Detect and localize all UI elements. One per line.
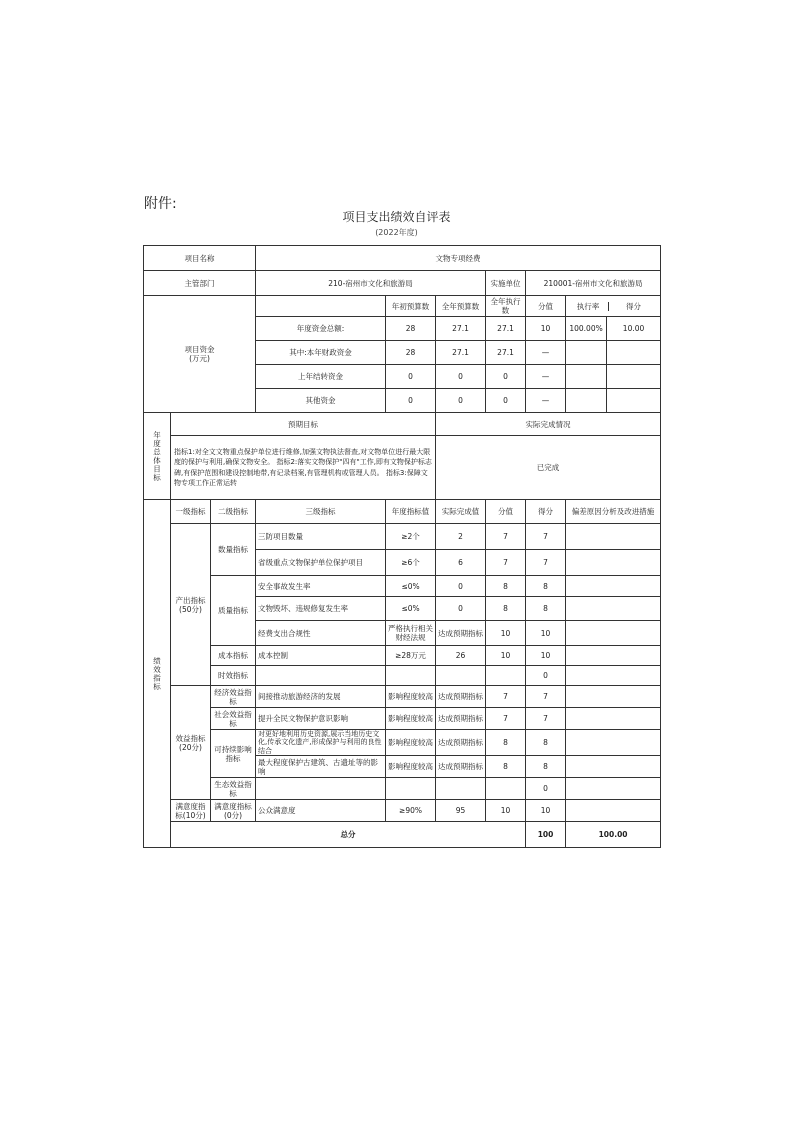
score-value-cell: 10 [486,646,526,666]
funds-cell: — [526,365,566,389]
actual-cell [436,666,486,686]
reason-cell [566,778,661,800]
l2-quality: 质量指标 [211,576,256,646]
reason-cell [566,524,661,550]
funds-row-label: 年度资金总额: [256,317,386,341]
funds-row-label: 其他资金 [256,389,386,413]
actual-cell [436,778,486,800]
l1-satisfaction: 满意度指标(10分) [171,800,211,822]
funds-cell: 0 [436,365,486,389]
score-value-cell: 8 [486,730,526,756]
target-cell: ≤0% [386,597,436,621]
score-cell: 7 [526,550,566,576]
l3-cell [256,666,386,686]
funds-header: 全年预算数 [436,296,486,317]
funds-header-rate: 执行率 [568,302,609,311]
l2-cost: 成本指标 [211,646,256,666]
target-cell [386,778,436,800]
l3-cell: 对更好地利用历史资源,展示当地历史文化,传承文化遗产,形成保护与利用的良性结合 [256,730,386,756]
funds-header-blank [256,296,386,317]
perf-header: 分值 [486,500,526,524]
actual-cell: 达成预期指标 [436,730,486,756]
target-cell: ≥2个 [386,524,436,550]
perf-header: 三级指标 [256,500,386,524]
l3-cell: 文物毁坏、违规修复发生率 [256,597,386,621]
score-cell: 8 [526,756,566,778]
impl-value: 210001-宿州市文化和旅游局 [526,271,661,296]
funds-header: 年初预算数 [386,296,436,317]
score-value-cell: 10 [486,621,526,646]
reason-cell [566,621,661,646]
actual-cell: 达成预期指标 [436,686,486,708]
attachment-label: 附件: [144,196,177,212]
funds-header: 全年执行数 [486,296,526,317]
l2-economic: 经济效益指标 [211,686,256,708]
goals-actual-text: 已完成 [436,436,661,500]
funds-cell: 27.1 [436,317,486,341]
score-cell: 8 [526,597,566,621]
funds-label: 项目资金 (万元) [144,296,256,413]
project-name-label: 项目名称 [144,246,256,271]
target-cell: ≥6个 [386,550,436,576]
reason-cell [566,756,661,778]
reason-cell [566,576,661,597]
funds-cell: 0 [486,389,526,413]
dept-label: 主管部门 [144,271,256,296]
perf-side-label: 绩效指标 [144,500,171,848]
total-label: 总分 [171,822,526,848]
target-cell: 影响程度较高 [386,686,436,708]
score-cell: 10 [526,621,566,646]
reason-cell [566,550,661,576]
score-cell: 8 [526,576,566,597]
perf-header: 二级指标 [211,500,256,524]
actual-cell: 达成预期指标 [436,708,486,730]
score-cell: 7 [526,708,566,730]
l2-sustainable: 可持续影响指标 [211,730,256,778]
l2-satisfaction: 满意度指标(0分) [211,800,256,822]
l3-cell: 经费支出合规性 [256,621,386,646]
funds-rate: 100.00% [566,317,607,340]
score-value-cell: 8 [486,756,526,778]
target-cell: 影响程度较高 [386,730,436,756]
score-value-cell: 8 [486,576,526,597]
reason-cell [566,666,661,686]
l3-cell: 省级重点文物保护单位保护项目 [256,550,386,576]
target-cell: 影响程度较高 [386,708,436,730]
reason-cell [566,800,661,822]
funds-cell: — [526,341,566,365]
funds-cell: 0 [386,365,436,389]
page-title: 项目支出绩效自评表 [342,210,451,224]
funds-cell: 28 [386,317,436,341]
impl-label: 实施单位 [486,271,526,296]
funds-header [566,296,661,317]
actual-cell: 达成预期指标 [436,621,486,646]
l3-cell: 公众满意度 [256,800,386,822]
l2-social: 社会效益指标 [211,708,256,730]
funds-cell: 0 [486,365,526,389]
score-value-cell: 7 [486,686,526,708]
funds-cell: 0 [436,389,486,413]
funds-cell: 27.1 [486,317,526,341]
l3-cell: 三防项目数量 [256,524,386,550]
funds-score: 10.00 [622,324,645,333]
score-cell: 8 [526,730,566,756]
score-cell: 10 [526,646,566,666]
l3-cell: 最大程度保护古建筑、古遗址等的影响 [256,756,386,778]
target-cell: 严格执行相关财经法规 [386,621,436,646]
l3-cell: 提升全民文物保护意识影响 [256,708,386,730]
funds-cell [566,341,661,365]
goals-actual-header: 实际完成情况 [436,413,661,436]
score-value-cell: 8 [486,597,526,621]
goals-side-label: 年度总体目标 [144,413,171,500]
goals-expected-header: 预期目标 [171,413,436,436]
score-cell: 10 [526,800,566,822]
reason-cell [566,597,661,621]
actual-cell: 95 [436,800,486,822]
l1-output: 产出指标 (50分) [171,524,211,686]
reason-cell [566,708,661,730]
l3-cell: 间接推动旅游经济的发展 [256,686,386,708]
reason-cell [566,686,661,708]
funds-cell: 0 [386,389,436,413]
l3-cell [256,778,386,800]
page-subtitle: (2022年度) [375,228,418,237]
score-value-cell: 7 [486,524,526,550]
actual-cell: 6 [436,550,486,576]
target-cell: 影响程度较高 [386,756,436,778]
project-name-value: 文物专项经费 [256,246,661,271]
actual-cell: 26 [436,646,486,666]
target-cell [386,666,436,686]
l2-timeliness: 时效指标 [211,666,256,686]
actual-cell: 2 [436,524,486,550]
l2-ecological: 生态效益指标 [211,778,256,800]
l1-benefit: 效益指标 (20分) [171,686,211,800]
funds-cell: 27.1 [436,341,486,365]
perf-header: 实际完成值 [436,500,486,524]
funds-row-label: 其中:本年财政资金 [256,341,386,365]
funds-row-label: 上年结转资金 [256,365,386,389]
l3-cell: 安全事故发生率 [256,576,386,597]
funds-cell: 27.1 [486,341,526,365]
score-value-cell [486,666,526,686]
evaluation-table [143,245,661,848]
actual-cell: 0 [436,576,486,597]
reason-cell [566,646,661,666]
target-cell: ≤0% [386,576,436,597]
funds-cell [566,389,661,413]
funds-cell [566,365,661,389]
score-cell: 7 [526,524,566,550]
total-value: 100 [526,822,566,848]
funds-cell: — [526,389,566,413]
perf-header: 年度指标值 [386,500,436,524]
goals-expected-text: 指标1:对全文文物重点保护单位进行维修,加强文物执法督查,对文物单位进行最大限度的保护与利用,确保文物安全。 指标2:落实文物保护"四有"工作,即有文物保护标志碑,有保护范围和建设控制地带,有记录档案,有管理机构或管理人员。 指标3:保障文物专项工作正常运转 [171,436,436,500]
funds-cell [566,317,661,341]
funds-header: 分值 [526,296,566,317]
target-cell: ≥28万元 [386,646,436,666]
l2-quantity: 数量指标 [211,524,256,576]
dept-value: 210-宿州市文化和旅游局 [256,271,486,296]
score-cell: 0 [526,778,566,800]
funds-cell: 10 [526,317,566,341]
actual-cell: 0 [436,597,486,621]
actual-cell: 达成预期指标 [436,756,486,778]
score-value-cell: 7 [486,708,526,730]
score-cell: 0 [526,666,566,686]
reason-cell [566,730,661,756]
total-score: 100.00 [566,822,661,848]
perf-header: 得分 [526,500,566,524]
target-cell: ≥90% [386,800,436,822]
score-cell: 7 [526,686,566,708]
score-value-cell [486,778,526,800]
perf-header: 一级指标 [171,500,211,524]
l3-cell: 成本控制 [256,646,386,666]
funds-cell: 28 [386,341,436,365]
funds-header-score: 得分 [626,301,642,311]
score-value-cell: 10 [486,800,526,822]
score-value-cell: 7 [486,550,526,576]
perf-header: 偏差原因分析及改进措施 [566,500,661,524]
